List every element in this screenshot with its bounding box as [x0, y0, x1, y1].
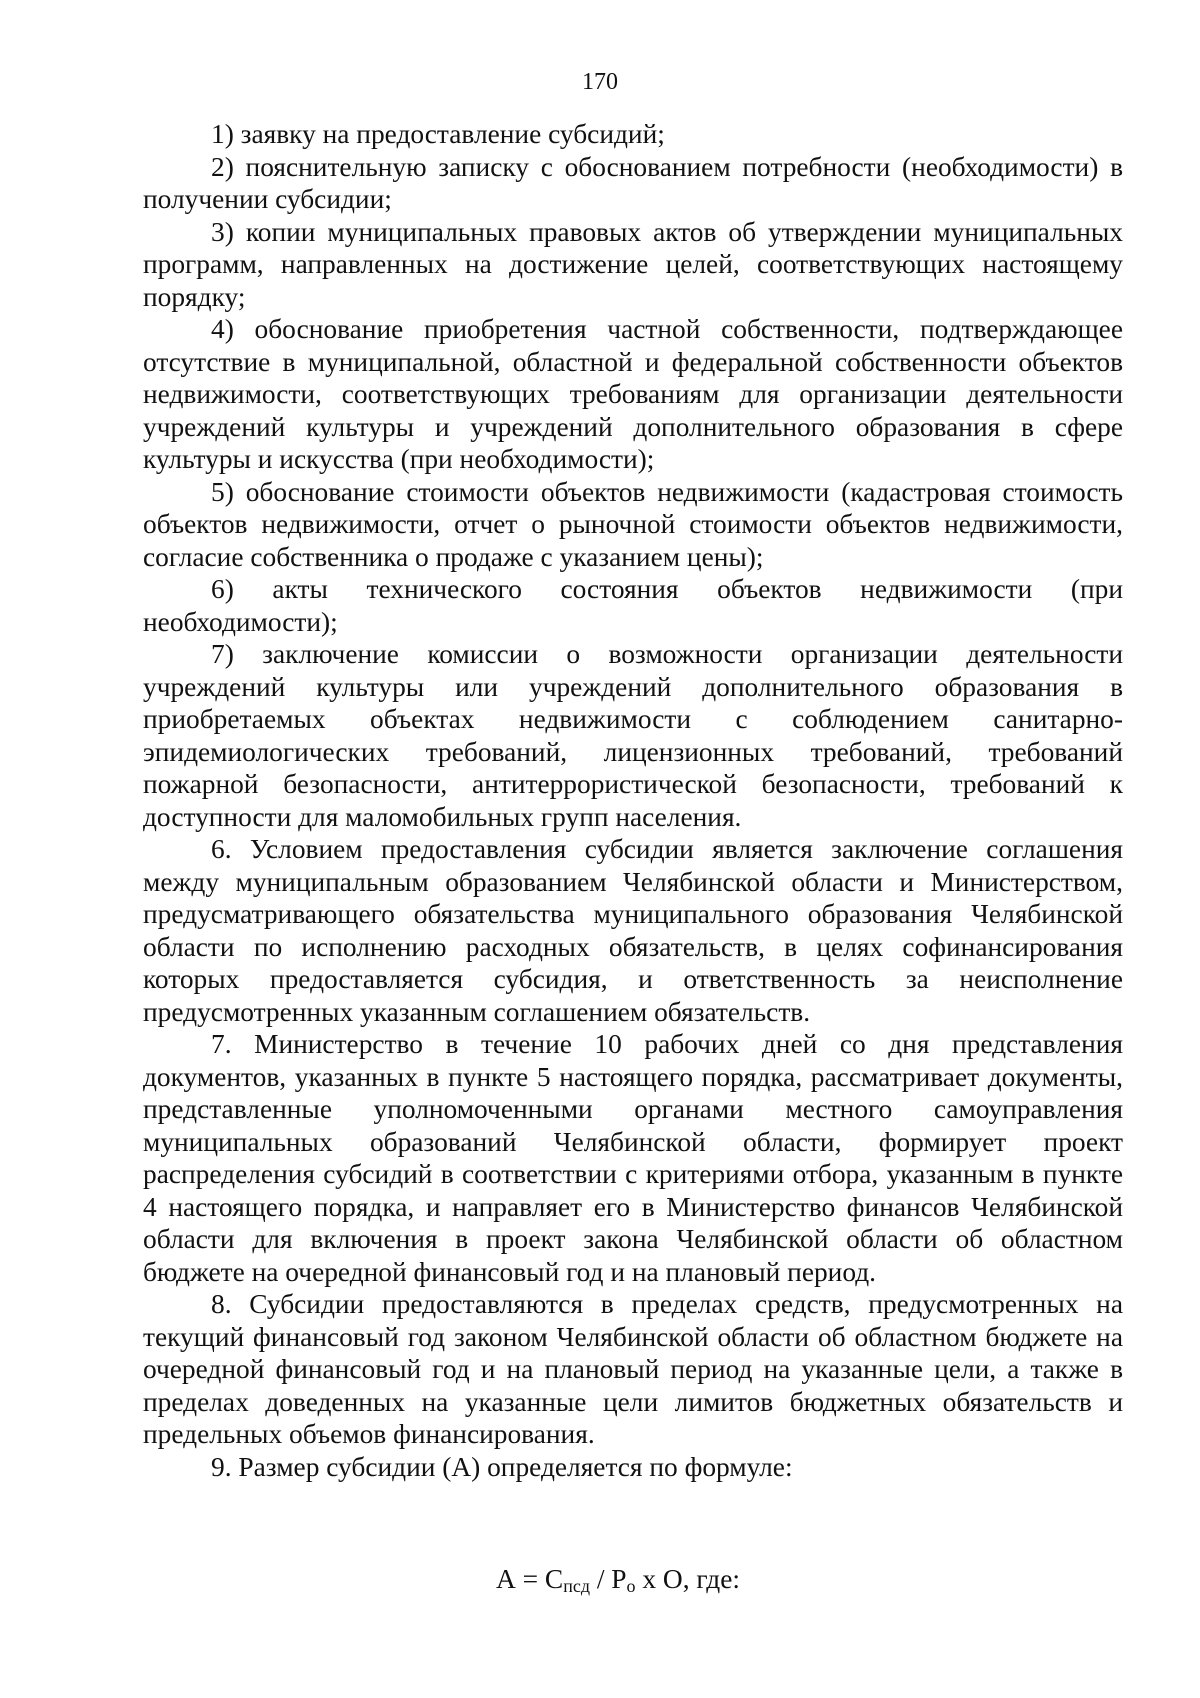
page-number: 170 — [582, 69, 618, 95]
paragraph-clause-9: 9. Размер субсидии (А) определяется по формуле: — [211, 1451, 793, 1482]
subsidy-formula — [0, 1562, 1200, 1596]
paragraph-clause-8: 8. Субсидии предоставляются в пределах средств, предусмотренных на текущий финансовый год законом Челябинской области об областном бюджете на очередной финансовый год и на плановый период на указанные цели, а также в пределах доведенных на указанные цели лимитов бюджетных обязательств и предельных объемов финансирования. — [143, 1289, 1123, 1449]
paragraph-clause-7: 7. Министерство в течение 10 рабочих дней со дня представления документов, указанных в пункте 5 настоящего порядка, рассматривает документы, представленные уполномоченными органами местного самоуправления муниципальных образований Челябинской области, формирует проект распределения субсидий в соответствии с критериями отбора, указанным в пункте 4 настоящего порядка, и направляет его в Министерство финансов Челябинской области для включения в проект закона Челябинской области об областном бюджете на очередной финансовый год и на плановый период. — [143, 1029, 1123, 1287]
formula-mid: / Р — [589, 1564, 627, 1594]
paragraph-item-1: 1) заявку на предоставление субсидий; — [211, 119, 665, 149]
paragraph-item-2: 2) пояснительную записку с обоснованием потребности (необходимости) в получении субсидии; — [143, 151, 1123, 214]
formula-lhs: А = С — [496, 1564, 564, 1594]
paragraph-item-5: 5) обоснование стоимости объектов недвижимости (кадастровая стоимость объектов недвижимости, отчет о рыночной стоимости объектов недвижимости, согласие собственника о продаже с указанием цены); — [143, 476, 1123, 572]
formula-subscript-psd: псд — [563, 1576, 590, 1596]
paragraph-item-4: 4) обоснование приобретения частной собственности, подтверждающее отсутствие в муниципальной, областной и федеральной собственности объектов недвижимости, соответствующих требованиям для организации деятельности учреждений культуры и учреждений дополнительного образования в сфере культуры и искусства (при необходимости); — [143, 314, 1123, 474]
formula-subscript-o: о — [626, 1576, 636, 1596]
paragraph-item-6: 6) акты технического состояния объектов недвижимости (при необходимости); — [143, 574, 1123, 637]
paragraph-item-7: 7) заключение комиссии о возможности организации деятельности учреждений культуры или учреждений дополнительного образования в приобретаемых объектах недвижимости с соблюдением санитарно-эпидемиологических требований, лицензионных требований, требований пожарной безопасности, антитеррористической безопасности, требований к доступности для маломобильных групп населения. — [143, 639, 1123, 832]
formula-rhs: х О, где: — [635, 1564, 740, 1594]
document-body — [143, 118, 1123, 1483]
paragraph-item-3: 3) копии муниципальных правовых актов об утверждении муниципальных программ, направленных на достижение целей, соответствующих настоящему порядку; — [143, 216, 1123, 312]
paragraph-clause-6: 6. Условием предоставления субсидии является заключение соглашения между муниципальным образованием Челябинской области и Министерством, предусматривающего обязательства муниципального образования Челябинской области по исполнению расходных обязательств, в целях софинансирования которых предоставляется субсидия, и ответственность за неисполнение предусмотренных указанным соглашением обязательств. — [143, 834, 1123, 1027]
